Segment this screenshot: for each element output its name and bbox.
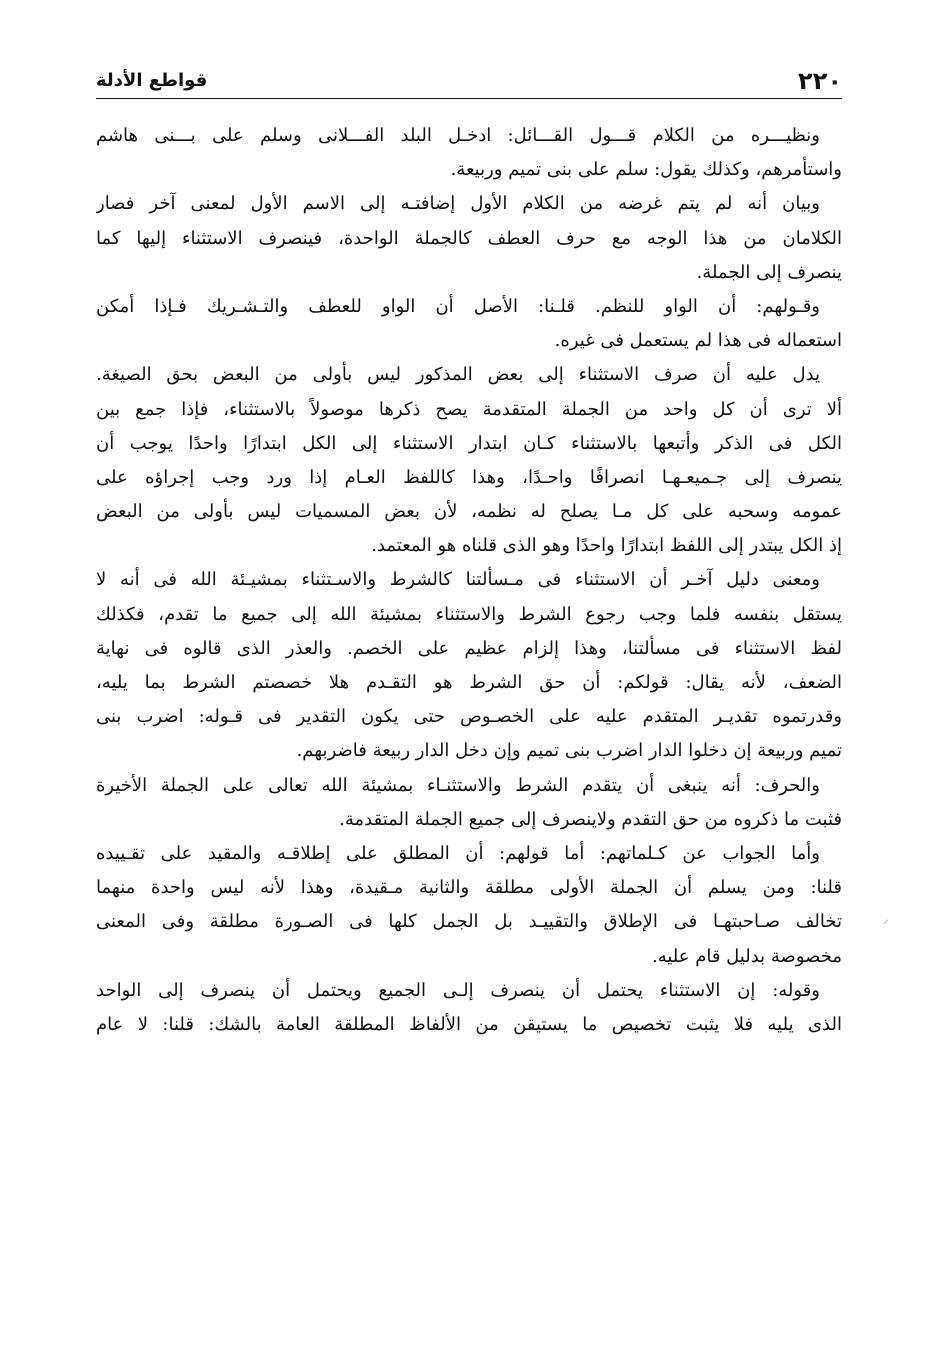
text-line: وقـولهم: أن الواو للنظم. قلـنا: الأصل أن الواو للعطف والتـشـريك فـإذا أمكن	[96, 295, 820, 317]
page-number: ٢٢٠	[798, 67, 842, 95]
text-line: الكل فى الذكر وأتبعها بالاستثناء كـان ابتدار الاستثناء إلى الكل ابتدارًا واحدًا يوجب أن	[96, 432, 842, 454]
text-line: فثبت ما ذكروه من حق التقدم ولاينصرف إلى جميع الجملة المتقدمة.	[339, 808, 842, 830]
text-line: ومعنى دليل آخـر أن الاستثناء فى مـسألتنا كالشرط والاسـتثناء بمشيـئة الله فى أنه لا	[96, 569, 820, 591]
text-line: إذ الكل يبتدر إلى اللفظ ابتدارًا واحدًا وهو الذى قلناه هو المعتمد.	[371, 535, 842, 557]
text-line: واستأمرهم، وكذلك يقول: سلم على بنى تميم وربيعة.	[450, 159, 842, 181]
text-line: تميم وربيعة إن دخلوا الدار اضرب بنى تميم وإن دخل الدار ربيعة فاضربهم.	[296, 740, 842, 762]
text-line: والحرف: أنه ينبغى أن يتقدم الشرط والاستثنـاء بمشيئة الله تعالى على الجملة الأخيرة	[96, 774, 820, 796]
text-line: يستقل بنفسه فلما وجب رجوع الشرط والاستثناء بمشيئة الله إلى جميع ما تقدم، فكذلك	[96, 603, 842, 625]
text-line: الضعف، لأنه يقال: قولكم: أن حق الشرط هو التقـدم هلا خصصتم الشرط بما يليه،	[96, 672, 842, 693]
text-line: وقدرتموه تقديـر المتقدم عليه على الخصـوص حتى يكون التقدير فى قـوله: اضرب بنى	[96, 706, 842, 728]
text-line: وأما الجواب عن كـلماتهم: أما قولهم: أن المطلق على إطلاقـه والمقيد على تقـييده	[96, 842, 820, 864]
text-line: ينصرف إلى جـميعـهـا انصرافًا واحـدًا، وهذا كاللفظ العـام إذا ورد وجب إجراؤه على	[96, 466, 842, 488]
running-header	[96, 62, 842, 99]
body-text	[96, 119, 842, 1042]
margin-mark: ⸜	[883, 912, 890, 926]
text-line: استعماله فى هذا لم يستعمل فى غيره.	[554, 330, 842, 352]
text-line: الكلامان من هذا الوجه مع حرف العطف كالجملة الواحدة، فينصرف الاستثناء إليها كما	[96, 227, 842, 249]
text-line: لفظ الاستثناء فى مسألتنا، وهذا إلزام عظيم على الخصم. والعذر الذى قالوه فى نهاية	[96, 637, 842, 659]
text-line: قلنا: ومن يسلم أن الجملة الأولى مطلقة والثانية مـقيدة، وهذا لأنه ليس واحدة منهما	[96, 877, 842, 899]
text-line: ونظيـــره من الكلام قـــول القـــائل: ادخـل البلد الفـــلانى وسلم على بـــنى هاشم	[96, 125, 820, 146]
text-line: ألا ترى أن كل واحد من الجملة المتقدمة يصح ذكرها موصولاً بالاستثناء، فإذا جمع بين	[96, 398, 842, 420]
book-title: قواطع الأدلة	[96, 70, 208, 91]
text-line: وقوله: إن الاستثناء يحتمل أن ينصرف إلـى الجميع ويحتمل أن ينصرف إلى الواحد	[96, 979, 820, 1001]
text-line: وبيان أنه لم يتم غرضه من الكلام الأول إضافتـه إلى الاسم الأول لمعنى آخر فصار	[96, 193, 820, 215]
text-line: ينصرف إلى الجملة.	[696, 261, 842, 283]
text-line: يدل عليه أن صرف الاستثناء إلى بعض المذكور ليس بأولى من البعض بحق الصيغة.	[96, 364, 820, 386]
text-line: الذى يليه فلا يثبت تخصيص ما يستيقن من الألفاظ المطلقة العامة بالشك: قلنا: لا عام	[96, 1013, 842, 1035]
text-line: تخالف صـاحبتهـا فى الإطلاق والتقييـد بل الجمل كلها فى الصـورة مطلقة وفى المعنى	[96, 911, 842, 933]
text-line: عمومه وسحبه على كل مـا يصلح له نظمه، لأن بعض المسميات ليس بأولى من البعض	[96, 501, 842, 523]
text-line: مخصوصة بدليل قام عليه.	[651, 945, 842, 967]
